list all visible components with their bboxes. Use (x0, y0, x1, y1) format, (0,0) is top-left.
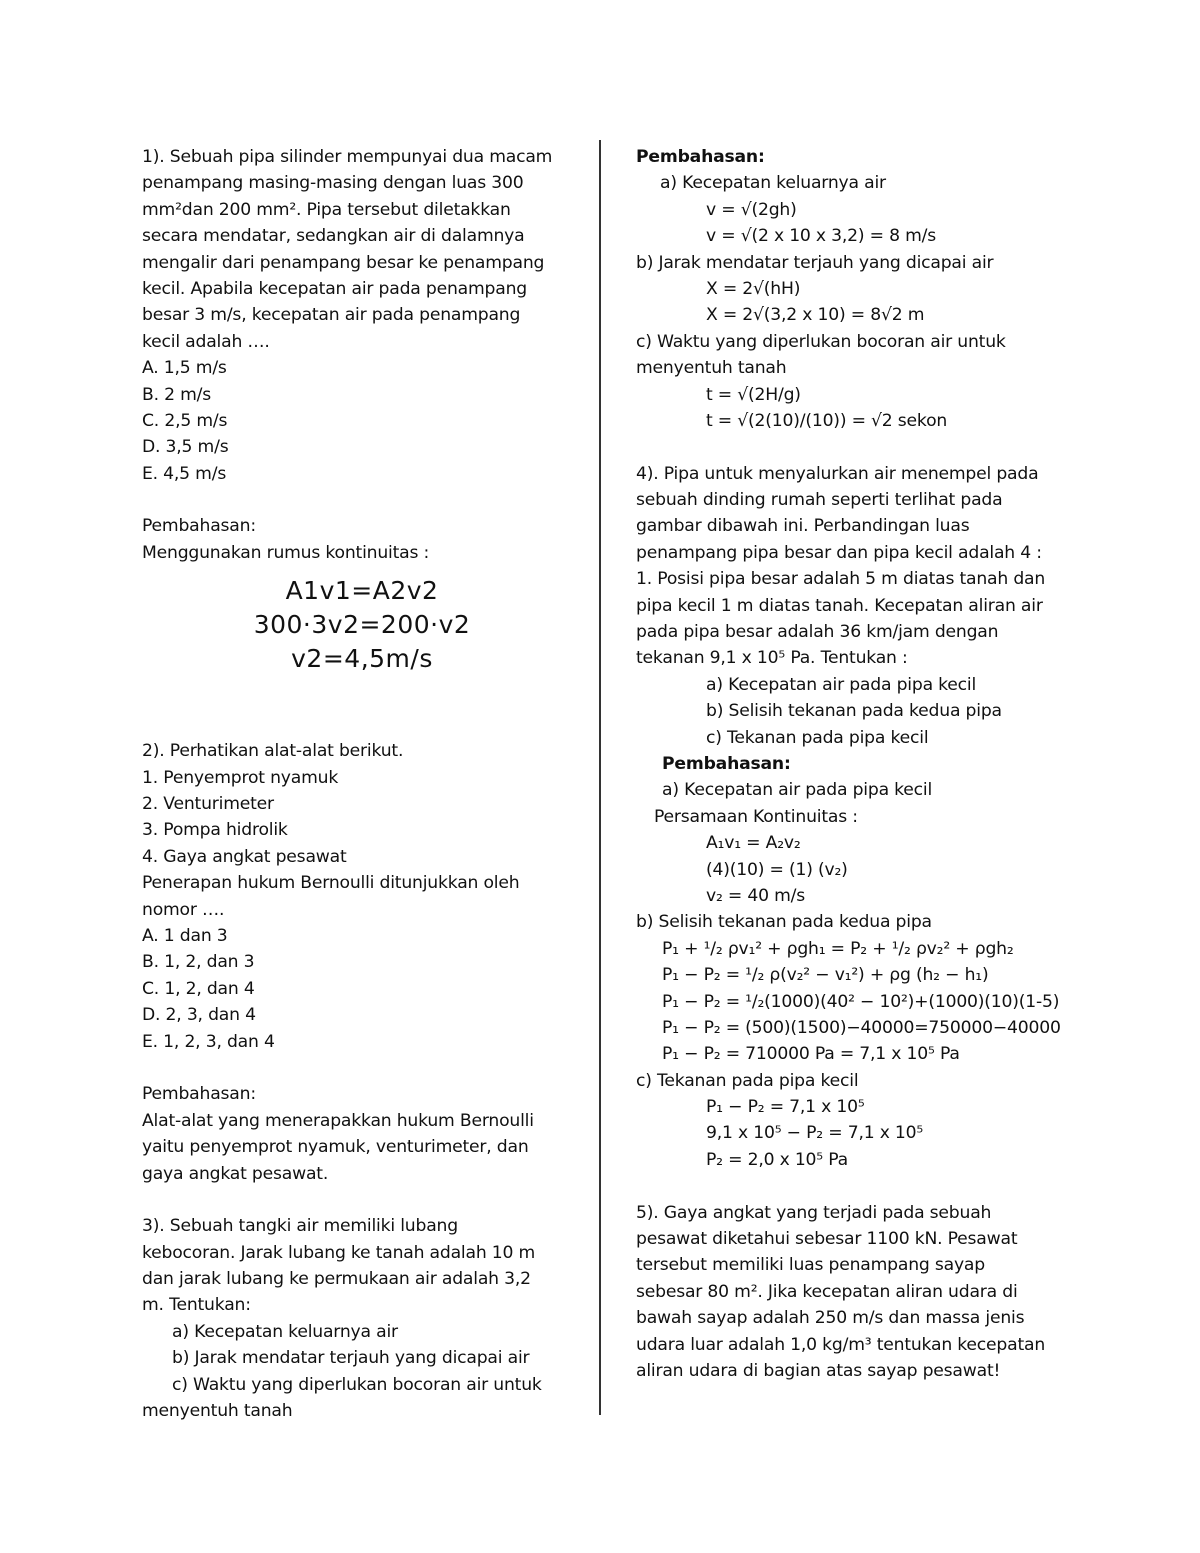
text-line: 2). Perhatikan alat-alat berikut. (142, 741, 404, 762)
equation-line: v2=4,5m/s (291, 644, 433, 674)
formula-line: P₁ + ¹/₂ ρv₁² + ρgh₁ = P₂ + ¹/₂ ρv₂² + ρgh₂ (662, 938, 1014, 959)
answer-option: E. 1, 2, 3, dan 4 (142, 1031, 275, 1052)
formula-line: X = 2√(hH) (706, 278, 801, 299)
text-line: kecil. Apabila kecepatan air pada penampang (142, 278, 527, 299)
text-line: Penerapan hukum Bernoulli ditunjukkan oleh (142, 873, 520, 894)
equation-line: A1v1=A2v2 (285, 576, 439, 606)
text-line: nomor …. (142, 899, 225, 920)
sub-item: c) Tekanan pada pipa kecil (636, 1070, 859, 1091)
sub-item: c) Tekanan pada pipa kecil (706, 727, 929, 748)
answer-option: A. 1,5 m/s (142, 358, 227, 379)
equation-line: 300·3v2=200·v2 (253, 610, 471, 640)
sub-item: a) Kecepatan keluarnya air (172, 1321, 398, 1342)
formula-line: v₂ = 40 m/s (706, 885, 806, 906)
sub-item: c) Waktu yang diperlukan bocoran air untuk (636, 331, 1006, 352)
answer-option: B. 2 m/s (142, 384, 212, 405)
text-line: Alat-alat yang menerapakkan hukum Bernoulli (142, 1110, 534, 1131)
text-line: penampang pipa besar dan pipa kecil adalah 4 : (636, 542, 1042, 563)
sub-item: b) Jarak mendatar terjauh yang dicapai air (172, 1348, 530, 1369)
answer-option: A. 1 dan 3 (142, 925, 228, 946)
answer-option: B. 1, 2, dan 3 (142, 952, 255, 973)
text-line: 4. Gaya angkat pesawat (142, 846, 347, 867)
formula-line: P₁ − P₂ = (500)(1500)−40000=750000−40000 (662, 1017, 1061, 1038)
text-line: besar 3 m/s, kecepatan air pada penampang (142, 305, 521, 326)
formula-line: P₂ = 2,0 x 10⁵ Pa (706, 1149, 848, 1170)
answer-option: D. 2, 3, dan 4 (142, 1005, 256, 1026)
question-2 (142, 738, 582, 1213)
text-line: bawah sayap adalah 250 m/s dan massa jenis (636, 1308, 1025, 1329)
text-line: 2. Venturimeter (142, 794, 274, 815)
right-column (636, 144, 1086, 1384)
text-line: aliran udara di bagian atas sayap pesawat! (636, 1360, 1001, 1381)
text-line: udara luar adalah 1,0 kg/m³ tentukan kecepatan (636, 1334, 1046, 1355)
formula-line: P₁ − P₂ = ¹/₂(1000)(40² − 10²)+(1000)(10)(1-5) (662, 991, 1060, 1012)
formula-line: t = √(2H/g) (706, 384, 801, 405)
text-line: 4). Pipa untuk menyalurkan air menempel pada (636, 463, 1039, 484)
pembahasan-label: Pembahasan: (142, 516, 256, 537)
sub-item: c) Waktu yang diperlukan bocoran air untuk (172, 1374, 542, 1395)
question-3 (142, 1213, 582, 1424)
answer-option: E. 4,5 m/s (142, 463, 227, 484)
text-line: 1. Penyemprot nyamuk (142, 767, 339, 788)
question-4 (636, 461, 1086, 1200)
formula-line: (4)(10) = (1) (v₂) (706, 859, 848, 880)
text-line: 5). Gaya angkat yang terjadi pada sebuah (636, 1202, 992, 1223)
pembahasan-label: Pembahasan: (636, 147, 765, 167)
pembahasan-label: Pembahasan: (142, 1084, 256, 1105)
pembahasan-label: Pembahasan: (662, 753, 791, 774)
text-line: yaitu penyemprot nyamuk, venturimeter, dan (142, 1137, 529, 1158)
question-1 (142, 144, 582, 738)
text-line: menyentuh tanah (636, 358, 787, 379)
text-line: 1. Posisi pipa besar adalah 5 m diatas tanah dan (636, 569, 1046, 590)
left-column (142, 144, 582, 1424)
text-line: mengalir dari penampang besar ke penampang (142, 252, 545, 273)
formula-line: v = √(2 x 10 x 3,2) = 8 m/s (706, 226, 937, 247)
question-5 (636, 1200, 1086, 1385)
text-line: pada pipa besar adalah 36 km/jam dengan (636, 622, 999, 643)
text-line: gambar dibawah ini. Perbandingan luas (636, 516, 970, 537)
sub-item: a) Kecepatan keluarnya air (660, 173, 886, 194)
text-line: gaya angkat pesawat. (142, 1163, 329, 1184)
sub-item: b) Selisih tekanan pada kedua pipa (706, 701, 1002, 722)
answer-option: C. 1, 2, dan 4 (142, 978, 255, 999)
formula-line: X = 2√(3,2 x 10) = 8√2 m (706, 305, 925, 326)
text-line: sebesar 80 m². Jika kecepatan aliran udara di (636, 1281, 1018, 1302)
formula-line: 9,1 x 10⁵ − P₂ = 7,1 x 10⁵ (706, 1123, 924, 1144)
formula-line: P₁ − P₂ = ¹/₂ ρ(v₂² − v₁²) + ρg (h₂ − h₁) (662, 965, 989, 986)
text-line: tekanan 9,1 x 10⁵ Pa. Tentukan : (636, 648, 908, 669)
sub-item: b) Jarak mendatar terjauh yang dicapai air (636, 252, 994, 273)
text-line: pipa kecil 1 m diatas tanah. Kecepatan aliran air (636, 595, 1043, 616)
text-line: dan jarak lubang ke permukaan air adalah 3,2 (142, 1269, 531, 1290)
sub-item: a) Kecepatan air pada pipa kecil (706, 674, 977, 695)
formula-line: A₁v₁ = A₂v₂ (706, 833, 801, 854)
question-3-solution (636, 144, 1086, 461)
text-line: penampang masing-masing dengan luas 300 (142, 173, 524, 194)
method-text: Persamaan Kontinuitas : (654, 806, 858, 827)
text-line: m. Tentukan: (142, 1295, 251, 1316)
text-line: mm²dan 200 mm². Pipa tersebut diletakkan (142, 199, 511, 220)
text-line: pesawat diketahui sebesar 1100 kN. Pesawat (636, 1229, 1018, 1250)
answer-option: C. 2,5 m/s (142, 410, 228, 431)
formula-line: t = √(2(10)/(10)) = √2 sekon (706, 410, 948, 431)
answer-option: D. 3,5 m/s (142, 437, 229, 458)
formula-line: v = √(2gh) (706, 199, 797, 220)
text-line: 1). Sebuah pipa silinder mempunyai dua macam (142, 147, 553, 167)
text-line: kebocoran. Jarak lubang ke tanah adalah 10 m (142, 1242, 536, 1263)
continuity-equations (142, 574, 582, 676)
text-line: menyentuh tanah (142, 1401, 293, 1422)
text-line: 3. Pompa hidrolik (142, 820, 288, 841)
method-text: Menggunakan rumus kontinuitas : (142, 542, 430, 563)
sub-item: b) Selisih tekanan pada kedua pipa (636, 912, 932, 933)
formula-line: P₁ − P₂ = 710000 Pa = 7,1 x 10⁵ Pa (662, 1044, 960, 1065)
text-line: sebuah dinding rumah seperti terlihat pada (636, 490, 1003, 511)
formula-line: P₁ − P₂ = 7,1 x 10⁵ (706, 1097, 865, 1118)
column-divider (599, 140, 601, 1415)
text-line: 3). Sebuah tangki air memiliki lubang (142, 1216, 458, 1237)
text-line: tersebut memiliki luas penampang sayap (636, 1255, 985, 1276)
sub-item: a) Kecepatan air pada pipa kecil (662, 780, 933, 801)
text-line: secara mendatar, sedangkan air di dalamnya (142, 226, 525, 247)
text-line: kecil adalah …. (142, 331, 270, 352)
